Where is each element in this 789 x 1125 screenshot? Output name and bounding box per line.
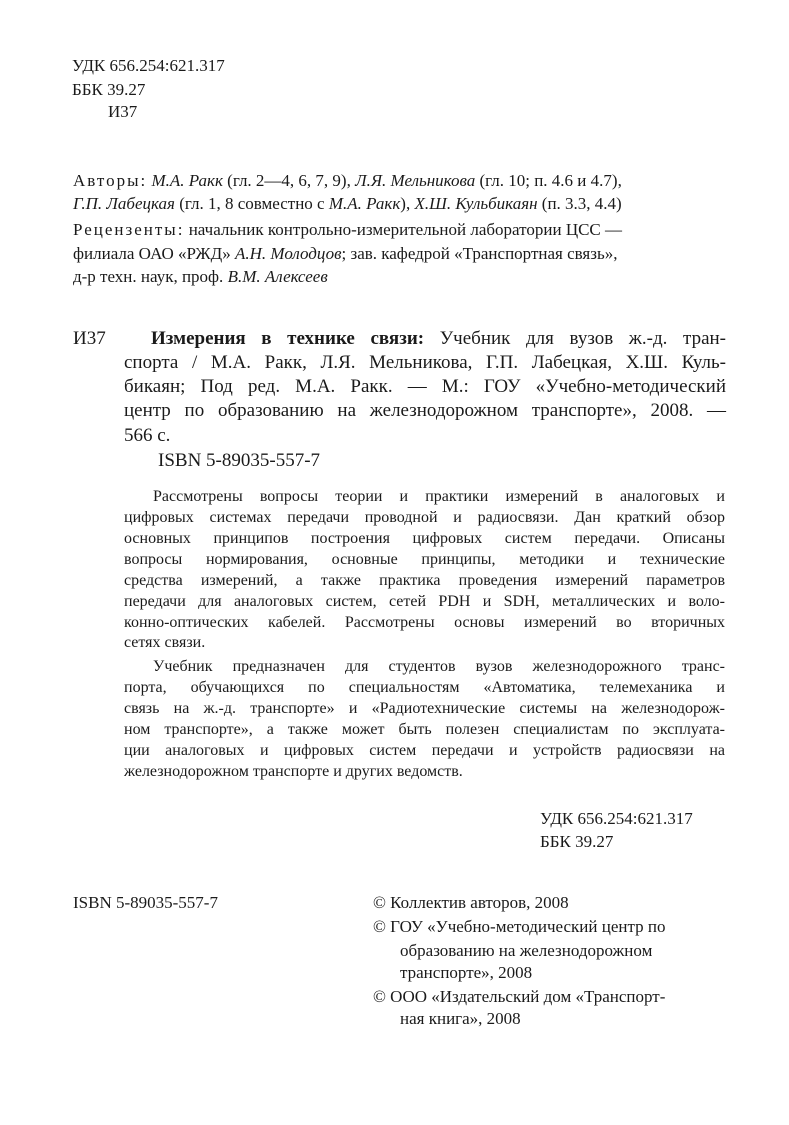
abstract-p2-line: Учебник предназначен для студентов вузов железнодорожного транс- [153, 658, 725, 675]
abstract-p1-line: Рассмотрены вопросы теории и практики измерений в аналоговых и [153, 488, 725, 505]
abstract-p1-line: вопросы нормирования, основные принципы, методики и технические [124, 551, 725, 568]
authors-line-2 [73, 193, 622, 214]
abstract-p2-line: ном транспорте», а также может быть полезен специалистам по эксплуата- [124, 721, 725, 738]
person-name: М.А. Ракк [328, 194, 401, 213]
text-run: филиала ОАО «РЖД» [73, 244, 235, 263]
text-run: (гл. 1, 8 совместно с [174, 194, 329, 213]
footer-bbk-code: ББК 39.27 [540, 832, 614, 851]
text-run: (п. 3.3, 4.4) [537, 194, 622, 213]
reviewers-rest-1: начальник контрольно-измерительной лаборатории ЦСС — [184, 220, 623, 239]
footer-udk-code: УДК 656.254:621.317 [540, 809, 693, 828]
udk-code: УДК 656.254:621.317 [72, 56, 225, 75]
person-name: Г.П. Лабецкая [73, 194, 175, 213]
biblio-line-5: 566 с. [124, 425, 171, 446]
copyright-gou-line-1: © ГОУ «Учебно-методический центр по [373, 917, 666, 936]
person-name: А.Н. Молодцов [235, 244, 342, 263]
biblio-code: И37 [73, 328, 106, 349]
reviewers-line-1 [73, 219, 622, 240]
person-name: Л.Я. Мельникова [355, 171, 476, 190]
abstract-p1-line: цифровых системах передачи проводной и радиосвязи. Дан краткий обзор [124, 509, 725, 526]
abstract-p1-line: передачи для аналоговых систем, сетей PDH и SDH, металлических и воло- [124, 593, 725, 610]
bbk-code: ББК 39.27 [72, 80, 146, 99]
abstract-p1-line: основных принципов построения цифровых систем передачи. Описаны [124, 530, 725, 547]
biblio-line-3: бикаян; Под ред. М.А. Ракк. — М.: ГОУ «Учебно-методический [124, 376, 726, 397]
person-name: В.М. Алексеев [227, 267, 328, 286]
text-run: ), [400, 194, 415, 213]
biblio-line-1-rest: Учебник для вузов ж.-д. тран- [424, 328, 726, 349]
person-name: М.А. Ракк [151, 171, 223, 190]
reviewers-line-3 [73, 266, 328, 287]
abstract-p2-line: ции аналоговых и цифровых систем передачи и устройств радиосвязи на [124, 742, 725, 759]
copyright-publisher-line-1: © ООО «Издательский дом «Транспорт- [373, 987, 666, 1006]
biblio-line-1 [151, 328, 726, 350]
author-mark: И37 [108, 102, 138, 121]
copyright-gou-line-2: образованию на железнодорожном [400, 941, 653, 960]
authors-label: Авторы: [73, 171, 148, 190]
copyright-gou-line-3: транспорте», 2008 [400, 963, 533, 982]
abstract-p1-line: средства измерений, а также практика проведения измерений параметров [124, 572, 725, 589]
copyright-publisher-line-2: ная книга», 2008 [400, 1009, 521, 1028]
authors-line-1 [73, 170, 622, 191]
text-run: д-р техн. наук, проф. [73, 267, 228, 286]
person-name: Х.Ш. Кульбикаян [414, 194, 538, 213]
text-run: (гл. 10; п. 4.6 и 4.7), [475, 171, 622, 190]
copyright-isbn: ISBN 5-89035-557-7 [73, 893, 218, 912]
abstract-p2-line: железнодорожном транспорте и других ведомств. [124, 763, 463, 780]
biblio-isbn: ISBN 5-89035-557-7 [158, 450, 321, 471]
reviewers-line-2 [73, 243, 617, 264]
authors-rest-1 [147, 171, 622, 190]
text-run: (гл. 2—4, 6, 7, 9), [222, 171, 356, 190]
abstract-p2-line: связь на ж.-д. транспорте» и «Радиотехнические системы на железнодорож- [124, 700, 725, 717]
copyright-authors: © Коллектив авторов, 2008 [373, 893, 569, 912]
abstract-p1-line: сетях связи. [124, 634, 206, 651]
reviewers-label: Рецензенты: [73, 220, 185, 239]
biblio-line-4: центр по образованию на железнодорожном транспорте», 2008. — [124, 400, 726, 421]
text-run: ; зав. кафедрой «Транспортная связь», [341, 244, 618, 263]
abstract-p1-line: конно-оптических кабелей. Рассмотрены основы измерений во вторичных [124, 614, 725, 631]
book-title: Измерения в технике связи: [151, 328, 425, 349]
abstract-p2-line: порта, обучающихся по специальностям «Автоматика, телемеханика и [124, 679, 725, 696]
biblio-line-2: спорта / М.А. Ракк, Л.Я. Мельникова, Г.П. Лабецкая, Х.Ш. Куль- [124, 352, 726, 373]
